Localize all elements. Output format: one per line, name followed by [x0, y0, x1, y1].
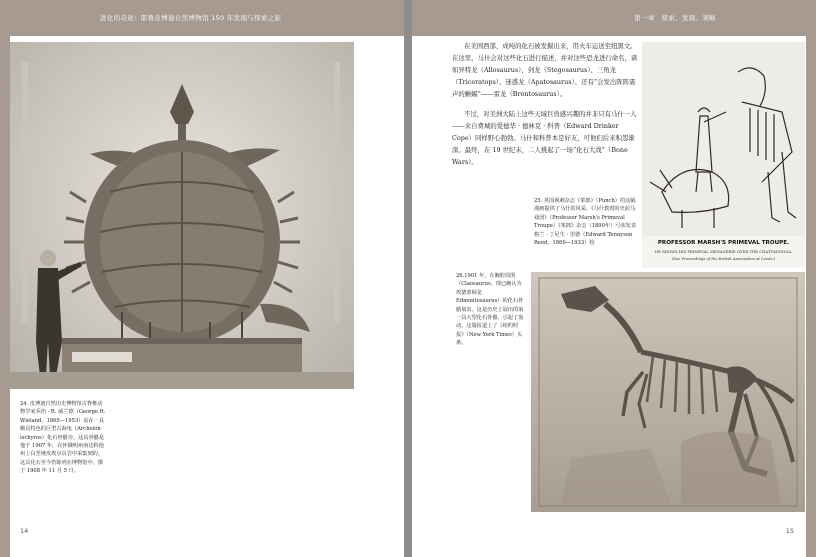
marsh-cartoon-image	[642, 42, 805, 268]
main-body-text	[452, 40, 638, 176]
caption-26: 26.1901 年，在胸腔周围（Claosaurus，现已确认为埃德蒙顿龙 Edmontosaurus）的化石骨骼展出。这是历史上展出的第一具大型化石骨骼，引起了轰动。这篇报道上了《纽约时报》（New York Times）头条。	[456, 273, 524, 347]
left-page	[0, 0, 404, 557]
left-header-band	[0, 0, 404, 36]
cartoon-illustration	[642, 42, 805, 268]
cartoon-subtitle: HE SHOWS HIS PRIMEVAL MENAGERIE OVER THE CHATTANOOGA.	[654, 249, 793, 254]
claosaurus-skeleton-illustration	[531, 272, 805, 512]
left-side-band	[0, 36, 10, 557]
left-running-head: 进化的奇迹：耶鲁皮博迪自然博物馆 150 年发现与探索之旅	[100, 14, 282, 22]
caption-24: 24. 皮博迪自然历史博物馆古脊椎动物学家乔治 · R. 威兰德（George R. Wieland，1865—1953）站在一具颇具特色的巨型古海龟（Archelon ischyros）化石骨骼旁。这具骨骼是他于 1907 年，在怀俄明州南达科他州上白垩统皮埃尔页岩中采集到的。这具化石至今仍陈列在博物馆中，摄于 1908 年 11 月 5 日。	[20, 401, 106, 475]
claosaurus-skeleton-photo	[531, 272, 805, 512]
right-page	[412, 0, 816, 557]
right-running-head: 第一章 探索、发现、领略	[634, 14, 716, 22]
right-page-number: 15	[785, 527, 794, 535]
cartoon-title: PROFESSOR MARSH'S PRIMEVAL TROUPE.	[657, 240, 790, 246]
right-side-band	[806, 36, 816, 557]
turtle-skeleton-illustration	[10, 42, 354, 389]
right-header-band	[412, 0, 816, 36]
turtle-skeleton-photo	[10, 42, 354, 389]
cartoon-note: (See Proceedings of the British Association at Leeds.)	[671, 256, 776, 261]
body-paragraph: 在美国西部，成吨的化石被发掘出来，用火车运送至纽黑文。在这里，马什会对这些化石进行描述，并对这些恐龙进行命名，诸如异特龙（Allosaurus）、剑龙（Stegosaurus）、三角龙（Triceratops）、迷惑龙（Apatosaurus）、还有“会发出阵阵震声的蜥蜴”——雷龙（Brontosaurus）。	[452, 42, 638, 98]
left-page-number: 14	[20, 527, 29, 535]
caption-25: 25. 英国讽刺杂志《笨拙》（Punch）的这幅漫画提供了马什的风采。《马什教授的史前马戏团》（Professor Marsh's Primeval Troupe）《笨拙》杂志（1890年）弓弦发表格兰 · 丁尼生 · 里德（Edward Tennyson Reed，1860—1933）绘	[534, 198, 637, 247]
book-gutter	[404, 0, 412, 557]
body-paragraph: 不过，对美洲大陆上这些天域巨兽感兴趣的并非只有马什一人——来自费城的爱德华 · 德林克 · 科普（Edward Drinker Cope）同样野心勃勃。马什和科普本是好友，可他们后来积怨渐深。最终，在 19 世纪末，二人挑起了一场“化石大战”（Bone Wars）。	[452, 110, 637, 166]
